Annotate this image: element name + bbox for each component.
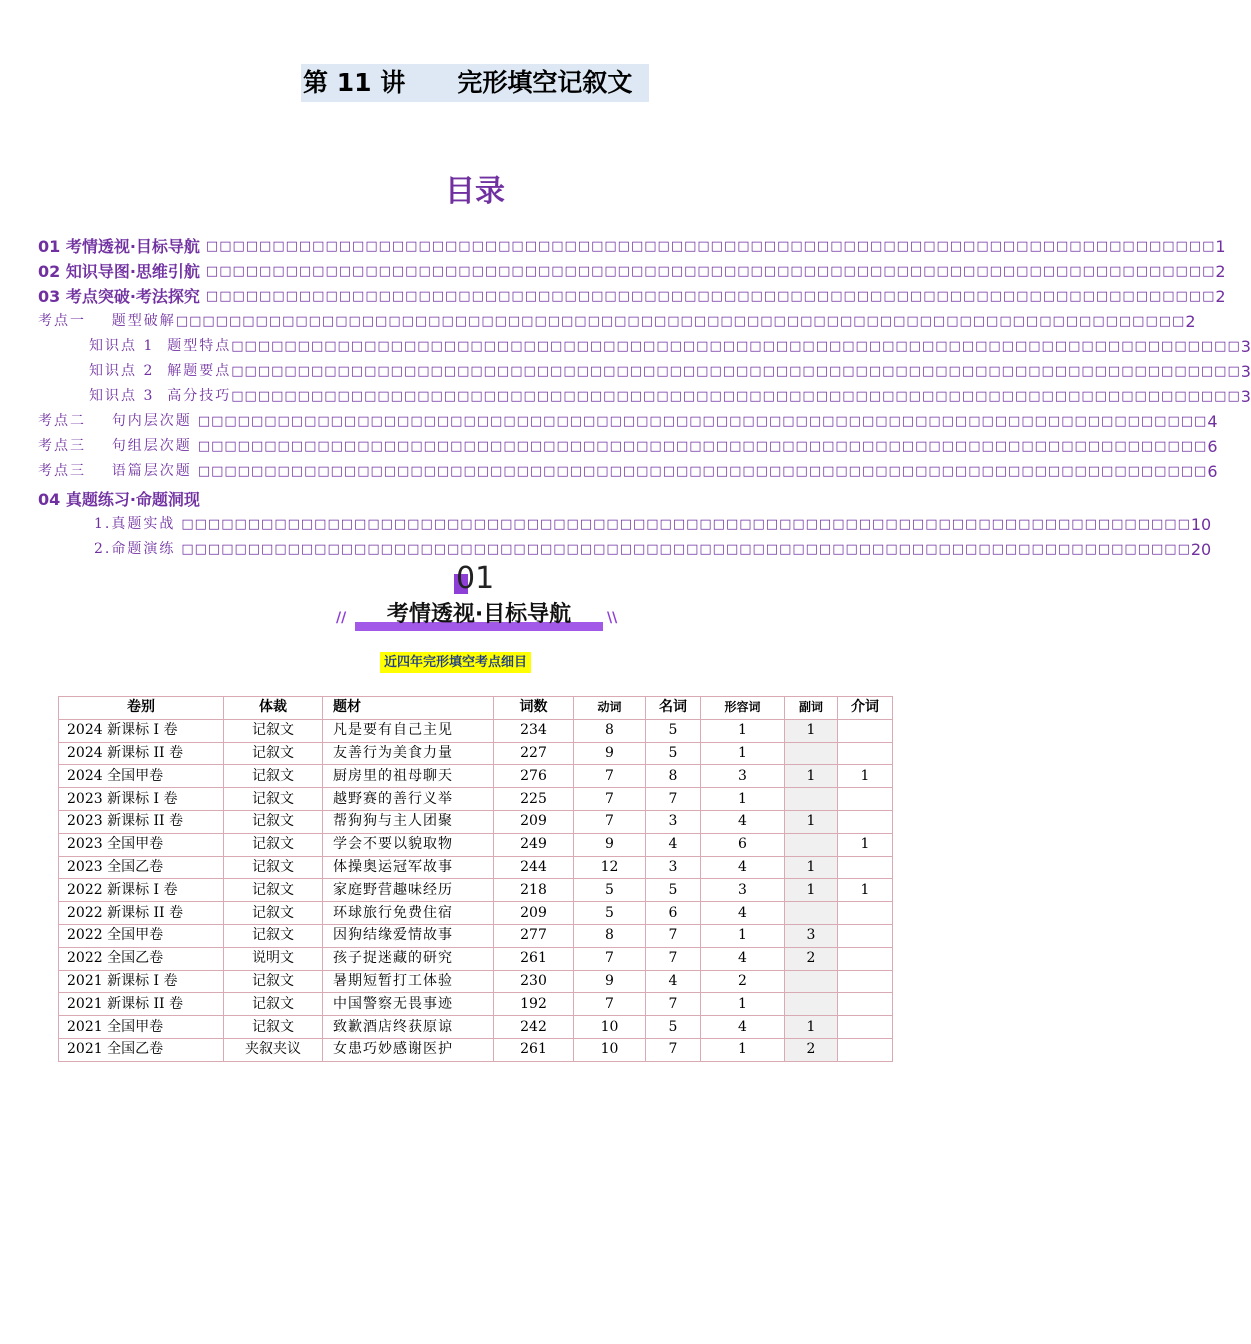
cell-wordcount: 242 [494, 1016, 574, 1039]
toc-entry-page: 3 [1240, 387, 1251, 406]
cell-adjective: 6 [701, 833, 785, 856]
cell-topic: 暑期短暂打工体验 [323, 970, 494, 993]
cell-noun: 7 [646, 947, 701, 970]
cell-adjective: 4 [701, 856, 785, 879]
toc-heading: 目录 [445, 174, 505, 209]
cell-wordcount: 192 [494, 993, 574, 1016]
cell-adverb: 1 [785, 719, 838, 742]
cell-noun: 5 [646, 742, 701, 765]
table-row [59, 788, 893, 811]
table-row [59, 879, 893, 902]
toc-entry-label: 02 知识导图·思维引航 [38, 262, 200, 281]
cell-wordcount: 234 [494, 719, 574, 742]
cell-wordcount: 218 [494, 879, 574, 902]
toc-entry-page: 1 [1215, 237, 1226, 256]
cell-adverb [785, 742, 838, 765]
table-row [59, 833, 893, 856]
cell-adjective: 3 [701, 879, 785, 902]
cell-verb: 9 [574, 833, 646, 856]
toc-entry-label: 2.命题演练 [94, 541, 176, 557]
table-row [59, 924, 893, 947]
cell-verb: 12 [574, 856, 646, 879]
toc-entry[interactable] [94, 537, 1212, 562]
toc-entry-page: 2 [1185, 312, 1196, 331]
table-row [59, 947, 893, 970]
toc-leader: □□□□□□□□□□□□□□□□□□□□□□□□□□□□□□□□□□□□□□□□□□□□□□□□□□□□□□□□□□□□□□□□□□□□□□□□□□□□ [205, 239, 1216, 254]
cell-adverb [785, 902, 838, 925]
toc-entry[interactable] [89, 384, 1251, 409]
cell-verb: 7 [574, 993, 646, 1016]
cell-topic: 孩子捉迷藏的研究 [323, 947, 494, 970]
cell-genre: 记叙文 [224, 879, 323, 902]
toc-entry-label: 1.真题实战 [94, 516, 176, 532]
cell-preposition [838, 970, 893, 993]
cell-adjective: 1 [701, 993, 785, 1016]
toc-leader: □□□□□□□□□□□□□□□□□□□□□□□□□□□□□□□□□□□□□□□□□□□□□□□□□□□□□□□□□□□□□□□□□□□□□□□□□□□□ [205, 289, 1216, 304]
toc-leader: □□□□□□□□□□□□□□□□□□□□□□□□□□□□□□□□□□□□□□□□□□□□□□□□□□□□□□□□□□□□□□□□□□□□□□□□□□□□ [175, 314, 1186, 329]
cell-adverb [785, 970, 838, 993]
column-header: 体裁 [224, 697, 323, 720]
cell-adjective: 4 [701, 810, 785, 833]
column-header: 词数 [494, 697, 574, 720]
toc-entry[interactable] [38, 234, 1226, 259]
cell-verb: 9 [574, 970, 646, 993]
toc-entry[interactable] [89, 334, 1251, 359]
cell-adjective: 2 [701, 970, 785, 993]
cell-topic: 环球旅行免费住宿 [323, 902, 494, 925]
toc-entry-label: 考点二 句内层次题 [38, 413, 192, 429]
toc-entry-label: 01 考情透视·目标导航 [38, 237, 200, 256]
cell-preposition [838, 856, 893, 879]
cell-verb: 5 [574, 879, 646, 902]
toc-entry-page: 10 [1190, 515, 1212, 534]
cell-adverb: 2 [785, 1038, 838, 1061]
cell-wordcount: 230 [494, 970, 574, 993]
cell-preposition: 1 [838, 765, 893, 788]
toc-entry[interactable] [38, 259, 1226, 284]
cell-noun: 6 [646, 902, 701, 925]
cell-wordcount: 209 [494, 902, 574, 925]
cell-verb: 10 [574, 1038, 646, 1061]
cell-verb: 10 [574, 1016, 646, 1039]
cell-adverb: 1 [785, 1016, 838, 1039]
column-header: 形容词 [701, 697, 785, 720]
toc-entry-page: 4 [1207, 412, 1218, 431]
cell-preposition: 1 [838, 879, 893, 902]
column-header: 题材 [323, 697, 494, 720]
table-row [59, 902, 893, 925]
cell-wordcount: 261 [494, 947, 574, 970]
cell-wordcount: 225 [494, 788, 574, 811]
cell-noun: 8 [646, 765, 701, 788]
section-right-slash: \\ [607, 610, 618, 626]
cell-genre: 记叙文 [224, 833, 323, 856]
cell-genre: 记叙文 [224, 1016, 323, 1039]
cell-noun: 7 [646, 924, 701, 947]
toc-entry-label: 04 真题练习·命题洞现 [38, 490, 200, 509]
cell-topic: 学会不要以貌取物 [323, 833, 494, 856]
toc-leader: □□□□□□□□□□□□□□□□□□□□□□□□□□□□□□□□□□□□□□□□□□□□□□□□□□□□□□□□□□□□□□□□□□□□□□□□□□□□ [197, 464, 1208, 479]
exam-data-table [58, 696, 893, 1062]
cell-topic: 越野赛的善行义举 [323, 788, 494, 811]
cell-wordcount: 276 [494, 765, 574, 788]
toc-entry[interactable] [38, 459, 1218, 484]
cell-wordcount: 244 [494, 856, 574, 879]
cell-wordcount: 209 [494, 810, 574, 833]
cell-verb: 8 [574, 924, 646, 947]
cell-paper: 2021 新课标 II 卷 [59, 993, 224, 1016]
cell-noun: 4 [646, 833, 701, 856]
cell-preposition [838, 993, 893, 1016]
toc-entry-page: 20 [1190, 540, 1212, 559]
column-header: 卷别 [59, 697, 224, 720]
cell-paper: 2023 新课标 I 卷 [59, 788, 224, 811]
cell-paper: 2021 全国乙卷 [59, 1038, 224, 1061]
cell-adverb: 1 [785, 765, 838, 788]
cell-paper: 2024 新课标 II 卷 [59, 742, 224, 765]
cell-genre: 记叙文 [224, 810, 323, 833]
table-caption: 近四年完形填空考点细目 [380, 652, 531, 673]
toc-entry-label: 考点三 句组层次题 [38, 438, 192, 454]
column-header: 副词 [785, 697, 838, 720]
cell-preposition [838, 947, 893, 970]
cell-paper: 2024 新课标 I 卷 [59, 719, 224, 742]
toc-entry-page: 6 [1207, 462, 1218, 481]
cell-topic: 家庭野营趣味经历 [323, 879, 494, 902]
cell-genre: 记叙文 [224, 765, 323, 788]
cell-preposition [838, 810, 893, 833]
table-row [59, 719, 893, 742]
cell-paper: 2022 新课标 II 卷 [59, 902, 224, 925]
cell-paper: 2021 新课标 I 卷 [59, 970, 224, 993]
cell-adjective: 4 [701, 902, 785, 925]
toc-entry-label: 考点三 语篇层次题 [38, 463, 192, 479]
table-row [59, 1038, 893, 1061]
cell-wordcount: 261 [494, 1038, 574, 1061]
cell-adverb [785, 788, 838, 811]
cell-genre: 记叙文 [224, 902, 323, 925]
cell-genre: 记叙文 [224, 993, 323, 1016]
column-header: 动词 [574, 697, 646, 720]
cell-adverb [785, 993, 838, 1016]
toc-entry[interactable] [38, 434, 1218, 459]
cell-adverb: 1 [785, 879, 838, 902]
toc-leader: □□□□□□□□□□□□□□□□□□□□□□□□□□□□□□□□□□□□□□□□□□□□□□□□□□□□□□□□□□□□□□□□□□□□□□□□□□□□ [197, 439, 1208, 454]
section-title: 考情透视·目标导航 [386, 602, 572, 627]
toc-entry[interactable] [94, 512, 1212, 537]
cell-adjective: 1 [701, 719, 785, 742]
cell-preposition [838, 719, 893, 742]
toc-entry-page: 2 [1215, 262, 1226, 281]
cell-adjective: 1 [701, 742, 785, 765]
cell-paper: 2021 全国甲卷 [59, 1016, 224, 1039]
cell-noun: 7 [646, 993, 701, 1016]
toc-leader: □□□□□□□□□□□□□□□□□□□□□□□□□□□□□□□□□□□□□□□□□□□□□□□□□□□□□□□□□□□□□□□□□□□□□□□□□□□□ [197, 414, 1208, 429]
cell-adjective: 4 [701, 1016, 785, 1039]
cell-adverb [785, 833, 838, 856]
cell-wordcount: 227 [494, 742, 574, 765]
cell-topic: 体操奥运冠军故事 [323, 856, 494, 879]
cell-paper: 2024 全国甲卷 [59, 765, 224, 788]
cell-adverb: 1 [785, 810, 838, 833]
cell-preposition [838, 1038, 893, 1061]
cell-noun: 3 [646, 810, 701, 833]
toc-entry-page: 6 [1207, 437, 1218, 456]
table-row [59, 1016, 893, 1039]
table-row [59, 856, 893, 879]
cell-noun: 5 [646, 1016, 701, 1039]
cell-verb: 7 [574, 765, 646, 788]
cell-verb: 5 [574, 902, 646, 925]
cell-verb: 7 [574, 788, 646, 811]
cell-verb: 7 [574, 947, 646, 970]
cell-topic: 因狗结缘爱情故事 [323, 924, 494, 947]
toc-entry-label: 知识点 2 解题要点 [89, 363, 232, 379]
cell-adverb: 3 [785, 924, 838, 947]
cell-verb: 9 [574, 742, 646, 765]
toc-leader: □□□□□□□□□□□□□□□□□□□□□□□□□□□□□□□□□□□□□□□□□□□□□□□□□□□□□□□□□□□□□□□□□□□□□□□□□□□□ [231, 339, 1241, 354]
cell-topic: 中国警察无畏事迹 [323, 993, 494, 1016]
toc-entry[interactable] [38, 409, 1218, 434]
toc-entry-label: 03 考点突破·考法探究 [38, 287, 200, 306]
cell-genre: 记叙文 [224, 970, 323, 993]
cell-topic: 厨房里的祖母聊天 [323, 765, 494, 788]
cell-genre: 记叙文 [224, 924, 323, 947]
section-number: 01 [456, 561, 495, 596]
cell-adjective: 3 [701, 765, 785, 788]
toc-leader: □□□□□□□□□□□□□□□□□□□□□□□□□□□□□□□□□□□□□□□□□□□□□□□□□□□□□□□□□□□□□□□□□□□□□□□□□□□□ [205, 264, 1216, 279]
table-row [59, 765, 893, 788]
cell-preposition [838, 788, 893, 811]
cell-adjective: 1 [701, 1038, 785, 1061]
cell-paper: 2023 全国乙卷 [59, 856, 224, 879]
cell-topic: 女患巧妙感谢医护 [323, 1038, 494, 1061]
table-row [59, 993, 893, 1016]
cell-noun: 5 [646, 879, 701, 902]
cell-preposition [838, 742, 893, 765]
column-header: 介词 [838, 697, 893, 720]
toc-entry-page: 3 [1240, 337, 1251, 356]
cell-adjective: 1 [701, 924, 785, 947]
cell-genre: 记叙文 [224, 742, 323, 765]
cell-adverb: 2 [785, 947, 838, 970]
toc-entry-page: 3 [1240, 362, 1251, 381]
cell-wordcount: 277 [494, 924, 574, 947]
column-header: 名词 [646, 697, 701, 720]
cell-paper: 2022 全国乙卷 [59, 947, 224, 970]
toc-leader: □□□□□□□□□□□□□□□□□□□□□□□□□□□□□□□□□□□□□□□□□□□□□□□□□□□□□□□□□□□□□□□□□□□□□□□□□□□□ [231, 389, 1241, 404]
section-left-slash: // [336, 610, 347, 626]
toc-entry[interactable] [38, 309, 1196, 334]
toc-entry[interactable] [89, 359, 1251, 384]
cell-noun: 7 [646, 788, 701, 811]
cell-topic: 致歉酒店终获原谅 [323, 1016, 494, 1039]
cell-preposition [838, 1016, 893, 1039]
toc-entry-page: 2 [1215, 287, 1226, 306]
cell-paper: 2023 全国甲卷 [59, 833, 224, 856]
table-row [59, 970, 893, 993]
table-row [59, 742, 893, 765]
toc-leader: □□□□□□□□□□□□□□□□□□□□□□□□□□□□□□□□□□□□□□□□□□□□□□□□□□□□□□□□□□□□□□□□□□□□□□□□□□□□ [231, 364, 1241, 379]
cell-genre: 记叙文 [224, 856, 323, 879]
toc-leader: □□□□□□□□□□□□□□□□□□□□□□□□□□□□□□□□□□□□□□□□□□□□□□□□□□□□□□□□□□□□□□□□□□□□□□□□□□□□ [181, 517, 1191, 532]
cell-genre: 说明文 [224, 947, 323, 970]
cell-noun: 5 [646, 719, 701, 742]
cell-verb: 7 [574, 810, 646, 833]
cell-paper: 2022 全国甲卷 [59, 924, 224, 947]
cell-noun: 4 [646, 970, 701, 993]
cell-preposition: 1 [838, 833, 893, 856]
cell-topic: 凡是要有自己主见 [323, 719, 494, 742]
cell-paper: 2022 新课标 I 卷 [59, 879, 224, 902]
toc-entry-label: 知识点 1 题型特点 [89, 338, 232, 354]
cell-genre: 记叙文 [224, 788, 323, 811]
cell-topic: 帮狗狗与主人团聚 [323, 810, 494, 833]
cell-adjective: 4 [701, 947, 785, 970]
cell-noun: 7 [646, 1038, 701, 1061]
cell-adverb: 1 [785, 856, 838, 879]
toc-entry[interactable] [38, 284, 1226, 309]
cell-preposition [838, 902, 893, 925]
cell-genre: 记叙文 [224, 719, 323, 742]
cell-topic: 友善行为美食力量 [323, 742, 494, 765]
table-row [59, 810, 893, 833]
toc-entry[interactable] [38, 487, 438, 512]
cell-paper: 2023 新课标 II 卷 [59, 810, 224, 833]
cell-verb: 8 [574, 719, 646, 742]
cell-noun: 3 [646, 856, 701, 879]
cell-wordcount: 249 [494, 833, 574, 856]
toc-leader: □□□□□□□□□□□□□□□□□□□□□□□□□□□□□□□□□□□□□□□□□□□□□□□□□□□□□□□□□□□□□□□□□□□□□□□□□□□□ [181, 542, 1191, 557]
document-title: 第 11 讲 完形填空记叙文 [301, 64, 649, 102]
cell-genre: 夹叙夹议 [224, 1038, 323, 1061]
table-header-row [59, 697, 893, 720]
cell-adjective: 1 [701, 788, 785, 811]
cell-preposition [838, 924, 893, 947]
toc-entry-label: 考点一 题型破解 [38, 313, 176, 329]
toc-entry-label: 知识点 3 高分技巧 [89, 388, 232, 404]
